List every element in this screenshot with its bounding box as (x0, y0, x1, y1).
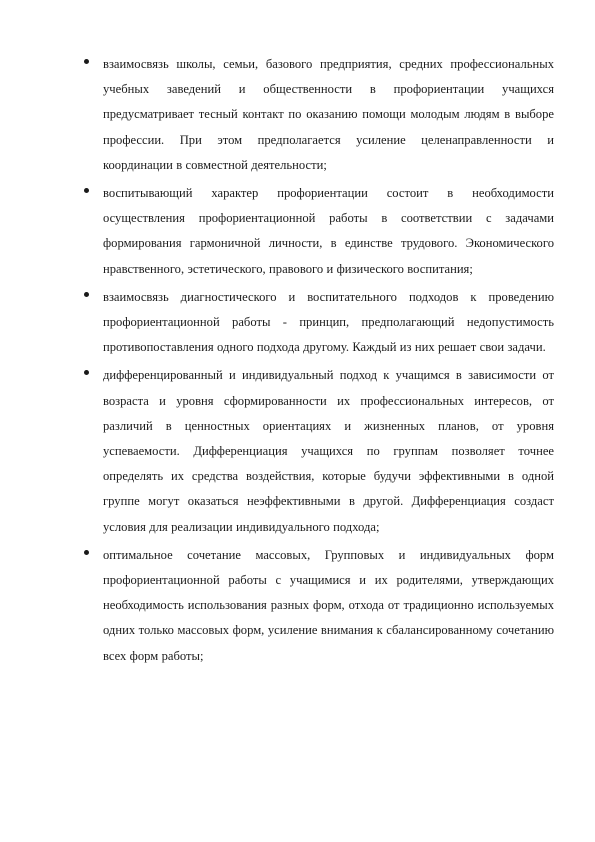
list-item (84, 181, 554, 282)
bullet-icon (84, 292, 89, 297)
list-item (84, 52, 554, 178)
list-item (84, 363, 554, 539)
bullet-icon (84, 550, 89, 555)
list-item-text: оптимальное сочетание массовых, Групповых и индивидуальных форм профориентационной работы с учащимися и их родителями, утверждающих необходимость использования разных форм, отхода от традиционно используемых одних только массовых форм, усиление внимания к сбалансированному сочетанию всех форм работы; (103, 547, 554, 663)
list-item-text: воспитывающий характер профориентации состоит в необходимости осуществления профориентационной работы в соответствии с задачами формирования гармоничной личности, в единстве трудового. Экономического нравственного, эстетического, правового и физического воспитания; (103, 186, 554, 276)
list-item (84, 285, 554, 361)
list-item-text: взаимосвязь диагностического и воспитательного подходов к проведению профориентационной работы - принцип, предполагающий недопустимость противопоставления одного подхода другому. Каждый из них решает свои задачи. (103, 289, 554, 355)
list-item (84, 543, 554, 669)
bullet-icon (84, 370, 89, 375)
list-item-text: взаимосвязь школы, семьи, базового предприятия, средних профессиональных учебных заведений и общественности в профориентации учащихся предусматривает тесный контакт по оказанию помощи молодым людям в выборе профессии. При этом предполагается усиление целенаправленности и координации в совместной деятельности; (103, 57, 554, 172)
principles-list (84, 56, 554, 676)
bullet-icon (84, 59, 89, 64)
list-item-text: дифференцированный и индивидуальный подход к учащимся в зависимости от возраста и уровня сформированности их профессиональных интересов, от различий в ценностных ориентациях и жизненных планов, от уровня успеваемости. Дифференциация учащихся по группам позволяет точнее определять их средства воздействия, которые будучи эффективными в одной группе могут оказаться неэффективными в другой. Дифференциация создаст условия для реализации индивидуального подхода; (103, 368, 554, 534)
bullet-icon (84, 188, 89, 193)
